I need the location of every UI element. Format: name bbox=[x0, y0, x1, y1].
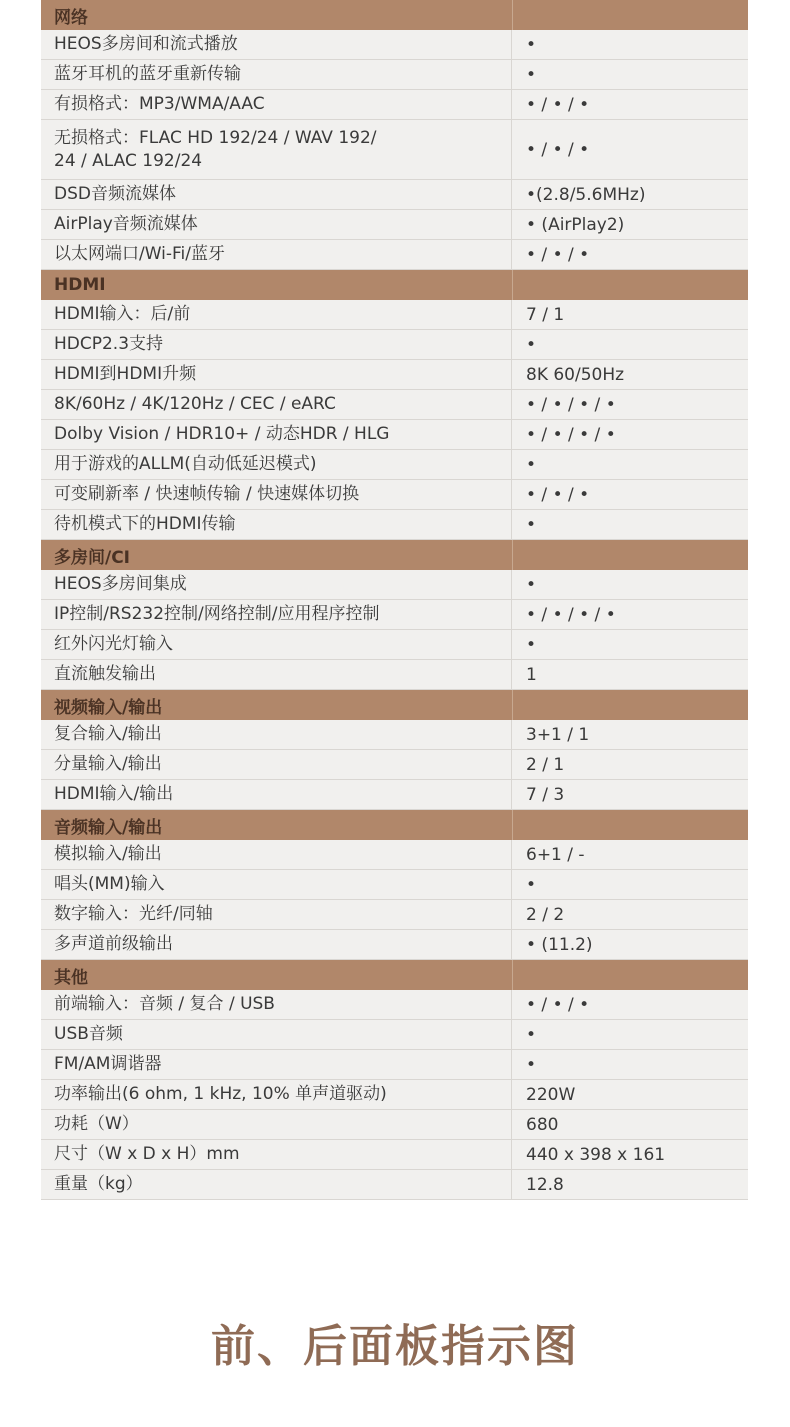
spec-name: HEOS多房间和流式播放 bbox=[41, 30, 512, 59]
column-divider bbox=[512, 810, 513, 840]
spec-name: 8K/60Hz / 4K/120Hz / CEC / eARC bbox=[41, 390, 512, 419]
spec-row bbox=[41, 480, 748, 510]
spec-name: 有损格式：MP3/WMA/AAC bbox=[41, 90, 512, 119]
spec-name: 功耗（W） bbox=[41, 1110, 512, 1139]
spec-name: 唱头(MM)输入 bbox=[41, 870, 512, 899]
section-title: 其他 bbox=[54, 967, 88, 988]
spec-value: 6+1 / - bbox=[526, 844, 585, 865]
spec-row bbox=[41, 30, 748, 60]
spec-name: 分量输入/输出 bbox=[41, 750, 512, 779]
spec-row bbox=[41, 990, 748, 1020]
spec-name: HDCP2.3支持 bbox=[41, 330, 512, 359]
spec-row bbox=[41, 90, 748, 120]
spec-name: IP控制/RS232控制/网络控制/应用程序控制 bbox=[41, 600, 512, 629]
spec-row bbox=[41, 750, 748, 780]
spec-value: 220W bbox=[526, 1084, 576, 1105]
spec-value: 1 bbox=[526, 664, 537, 685]
spec-name: 前端输入：音频 / 复合 / USB bbox=[41, 990, 512, 1019]
section-header bbox=[41, 270, 748, 300]
spec-row bbox=[41, 1110, 748, 1140]
spec-name: USB音频 bbox=[41, 1020, 512, 1049]
spec-value: • bbox=[526, 874, 537, 895]
spec-name: 红外闪光灯输入 bbox=[41, 630, 512, 659]
spec-value: • bbox=[526, 64, 537, 85]
section-title: 网络 bbox=[54, 7, 88, 28]
section-title: HDMI bbox=[54, 275, 106, 295]
column-divider bbox=[512, 540, 513, 570]
spec-row bbox=[41, 1080, 748, 1110]
spec-value: • / • / • bbox=[526, 244, 590, 265]
section-header bbox=[41, 0, 748, 30]
spec-value: 3+1 / 1 bbox=[526, 724, 590, 745]
spec-row bbox=[41, 1020, 748, 1050]
spec-row bbox=[41, 600, 748, 630]
spec-name: 数字输入：光纤/同轴 bbox=[41, 900, 512, 929]
spec-name: 直流触发输出 bbox=[41, 660, 512, 689]
spec-value: • (11.2) bbox=[526, 934, 593, 955]
spec-value: 8K 60/50Hz bbox=[526, 364, 625, 385]
spec-name: 模拟输入/输出 bbox=[41, 840, 512, 869]
section-title: 多房间/CI bbox=[54, 547, 131, 568]
spec-name: HEOS多房间集成 bbox=[41, 570, 512, 599]
spec-row bbox=[41, 1140, 748, 1170]
spec-row bbox=[41, 630, 748, 660]
spec-row bbox=[41, 510, 748, 540]
spec-value: • / • / • / • bbox=[526, 394, 616, 415]
spec-row bbox=[41, 1050, 748, 1080]
spec-name: 以太网端口/Wi-Fi/蓝牙 bbox=[41, 240, 512, 269]
spec-value: 2 / 2 bbox=[526, 904, 565, 925]
spec-row bbox=[41, 180, 748, 210]
spec-row bbox=[41, 420, 748, 450]
column-divider bbox=[512, 690, 513, 720]
spec-value: • bbox=[526, 514, 537, 535]
spec-name: HDMI输入/输出 bbox=[41, 780, 512, 809]
spec-name: HDMI输入：后/前 bbox=[41, 300, 512, 329]
spec-name: 蓝牙耳机的蓝牙重新传输 bbox=[41, 60, 512, 89]
spec-name: 无损格式：FLAC HD 192/24 / WAV 192/ 24 / ALAC 192/24 bbox=[41, 120, 512, 179]
section-title: 音频输入/输出 bbox=[54, 817, 163, 838]
spec-row bbox=[41, 660, 748, 690]
spec-name: FM/AM调谐器 bbox=[41, 1050, 512, 1079]
spec-value: • bbox=[526, 634, 537, 655]
spec-value: 12.8 bbox=[526, 1174, 564, 1195]
spec-value: • / • / • bbox=[526, 994, 590, 1015]
spec-row bbox=[41, 570, 748, 600]
spec-name: 可变刷新率 / 快速帧传输 / 快速媒体切换 bbox=[41, 480, 512, 509]
spec-row bbox=[41, 300, 748, 330]
spec-name: 多声道前级输出 bbox=[41, 930, 512, 959]
spec-name: 重量（kg） bbox=[41, 1170, 512, 1199]
spec-name: 复合输入/输出 bbox=[41, 720, 512, 749]
spec-row bbox=[41, 240, 748, 270]
spec-name: 尺寸（W x D x H）mm bbox=[41, 1140, 512, 1169]
spec-value: • bbox=[526, 574, 537, 595]
spec-row bbox=[41, 390, 748, 420]
column-divider bbox=[512, 0, 513, 30]
spec-value: • / • / • bbox=[526, 139, 590, 160]
spec-row bbox=[41, 870, 748, 900]
spec-value: • bbox=[526, 1024, 537, 1045]
spec-value: • bbox=[526, 454, 537, 475]
spec-table bbox=[41, 0, 748, 1200]
spec-name: Dolby Vision / HDR10+ / 动态HDR / HLG bbox=[41, 420, 512, 449]
page-section-title: 前、后面板指示图 bbox=[211, 1321, 579, 1372]
spec-value: • bbox=[526, 34, 537, 55]
spec-value: • bbox=[526, 1054, 537, 1075]
spec-row bbox=[41, 360, 748, 390]
spec-value: 7 / 1 bbox=[526, 304, 565, 325]
spec-value: • / • / • / • bbox=[526, 424, 616, 445]
spec-row bbox=[41, 330, 748, 360]
spec-name: HDMI到HDMI升频 bbox=[41, 360, 512, 389]
spec-value: 680 bbox=[526, 1114, 559, 1135]
spec-row bbox=[41, 780, 748, 810]
spec-value: 7 / 3 bbox=[526, 784, 565, 805]
section-header bbox=[41, 810, 748, 840]
spec-name: 功率输出(6 ohm, 1 kHz, 10% 单声道驱动) bbox=[41, 1080, 512, 1109]
spec-row bbox=[41, 1170, 748, 1200]
spec-row bbox=[41, 930, 748, 960]
spec-row bbox=[41, 210, 748, 240]
section-title: 视频输入/输出 bbox=[54, 697, 163, 718]
section-header bbox=[41, 960, 748, 990]
spec-row bbox=[41, 840, 748, 870]
spec-name: DSD音频流媒体 bbox=[41, 180, 512, 209]
spec-row bbox=[41, 900, 748, 930]
spec-row bbox=[41, 60, 748, 90]
spec-value: 440 x 398 x 161 bbox=[526, 1144, 666, 1165]
spec-row bbox=[41, 720, 748, 750]
spec-name: AirPlay音频流媒体 bbox=[41, 210, 512, 239]
section-header bbox=[41, 690, 748, 720]
section-header bbox=[41, 540, 748, 570]
column-divider bbox=[512, 270, 513, 300]
spec-value: • / • / • / • bbox=[526, 604, 616, 625]
spec-row bbox=[41, 120, 748, 180]
spec-value: •(2.8/5.6MHz) bbox=[526, 184, 646, 205]
spec-value: 2 / 1 bbox=[526, 754, 565, 775]
spec-value: • / • / • bbox=[526, 484, 590, 505]
column-divider bbox=[512, 960, 513, 990]
spec-name: 待机模式下的HDMI传输 bbox=[41, 510, 512, 539]
spec-value: • bbox=[526, 334, 537, 355]
spec-value: • (AirPlay2) bbox=[526, 214, 625, 235]
spec-value: • / • / • bbox=[526, 94, 590, 115]
spec-name: 用于游戏的ALLM(自动低延迟模式) bbox=[41, 450, 512, 479]
spec-row bbox=[41, 450, 748, 480]
